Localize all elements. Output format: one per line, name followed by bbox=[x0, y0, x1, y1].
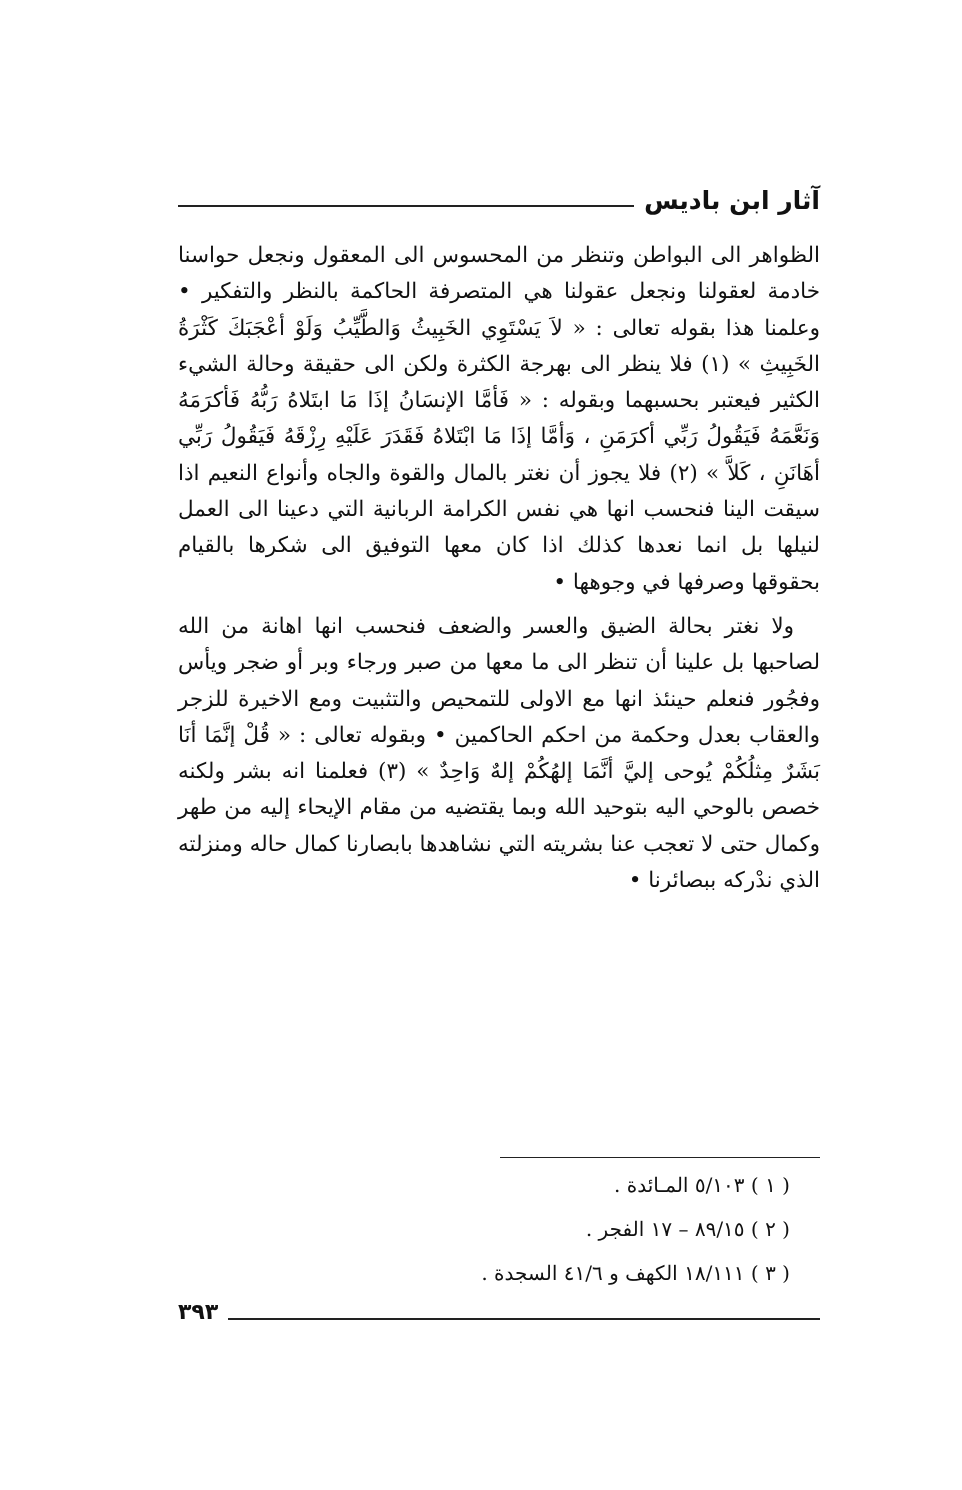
footnotes bbox=[300, 1163, 790, 1295]
paragraph-2: ولا نغتر بحالة الضيق والعسر والضعف فنحسب انها اهانة من الله لصاحبها بل علينا أن تنظر الى ما معها من صبر ورجاء وبر أو ضجر ويأس وفجُور فنعلم حينئذ انها مع الاولى للتمحيص والتثبيت ومع الاخيرة للزجر والعقاب بعدل وحكمة من احكم الحاكمين • وبقوله تعالى : « قُلْ إنَّمَا أنَا بَشَرٌ مِثلُكُمْ يُوحى إليَّ أنَّمَا إلهُكُمْ إلهٌ وَاحِدٌ » (٣) فعلمنا انه بشر ولكنه خصص بالوحي اليه بتوحيد الله وبما يقتضيه من مقام الإيحاء إليه من طهر وكمال حتى لا تعجب عنا بشريته التي نشاهدها بابصارنا كمال حاله ومنزلته الذي ندْركه ببصائرنا • bbox=[178, 613, 820, 894]
footnote-separator bbox=[500, 1157, 820, 1158]
page-footer bbox=[178, 1292, 820, 1332]
paragraph-1: الظواهر الى البواطن وتنظر من المحسوس الى المعقول ونجعل حواسنا خادمة لعقولنا ونجعل عقولنا هي المتصرفة الحاكمة بالنظر والتفكير • وعلمنا هذا بقوله تعالى : « لاَ يَسْتَوِي الخَبِيثُ وَالطَّيِّبُ وَلَوْ أعْجَبَكَ كَثْرَةُ الخَبِيثِ » (١) فلا ينظر الى بهرجة الكثرة ولكن الى حقيقة وحالة الشيء الكثير فيعتبر بحسبهما وبقوله : « فَأمَّا الإنسَانُ إذَا مَا ابتَلاهُ رَبُّهُ فَأكرَمَهُ وَنَعَّمَهُ فَيَقُولُ رَبِّي أكرَمَنِ ، وَأمَّا إذَا مَا ابْتَلاهُ فَقَدَرَ عَلَيْهِ رِزْقَهُ فَيَقُولُ رَبِّي أهَانَنِ ، كَلاَّ » (٢) فلا يجوز أن نغتر بالمال والقوة والجاه وأنواع النعيم اذا سيقت الينا فنحسب انها هي نفس الكرامة الربانية التي دعينا الى العمل لنيلها بل انما نعدها كذلك اذا كان معها التوفيق الى شكرها بالقيام بحقوقها وصرفها في وجوهها • bbox=[178, 243, 820, 595]
header-rule bbox=[178, 205, 634, 207]
page-number: ٣٩٣ bbox=[178, 1299, 219, 1325]
main-text bbox=[178, 238, 820, 899]
footnote-1: ( ١ ) ٥/١٠٣ المـائدة . bbox=[614, 1173, 790, 1197]
footnote-3: ( ٣ ) ١٨/١١١ الكهف و ٤١/٦ السجدة . bbox=[481, 1261, 790, 1285]
running-header bbox=[178, 180, 820, 220]
footnote-2: ( ٢ ) ٨٩/١٥ – ١٧ الفجر . bbox=[585, 1217, 790, 1241]
running-title: آثار ابن باديس bbox=[644, 185, 820, 215]
footer-rule bbox=[228, 1318, 820, 1320]
